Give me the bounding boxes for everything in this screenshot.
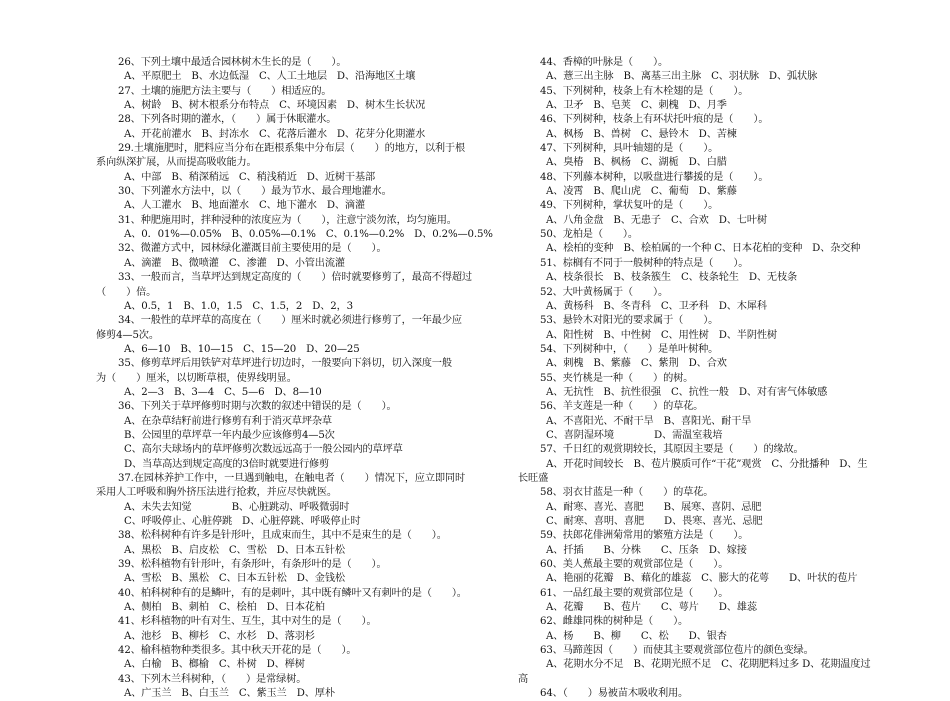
left-question-column (96, 56, 493, 701)
option-line: A、平原肥土 B、水边低湿 C、人工土地层 D、沿海地区土壤 (124, 71, 416, 83)
option-line: A、雪松 B、黑松 C、日本五针松 D、金钱松 (124, 573, 345, 585)
question-line: 31、种肥施用时，拌种浸种的浓度应为（ ），注意宁淡勿浓，均匀施用。 (118, 214, 457, 226)
option-line: A、花瓣 B、苞片 C、萼片 D、雄蕊 (546, 602, 757, 614)
continuation-line: 长旺盛 (518, 472, 549, 484)
question-line: 62、雌雄同株的树种是（ ）。 (540, 616, 689, 628)
continuation-line: 高 (518, 673, 529, 685)
question-line: 30、下列灌水方法中，以（ ）最为节水、最合理地灌水。 (118, 186, 392, 198)
question-line: 47、下列树种，具叶轴翅的是（ ）。 (540, 143, 719, 155)
question-line: 29.土壤施肥时，肥料应当分布在距根系集中分布层（ ）的地方，以利于根 (118, 143, 465, 155)
option-line: A、枝条很长 B、枝条簇生 C、枝条轮生 D、无枝条 (546, 272, 798, 284)
option-line: C、高尔夫球场内的草坪修剪次数远远高于一般公园内的草坪草 (124, 444, 403, 456)
question-line: 27、土壤的施肥方法主要与（ ）相适应的。 (118, 85, 332, 97)
question-line: 44、香樟的叶脉是（ ）。 (540, 57, 669, 68)
question-line: 56、羊支莲是一种（ ）的草花。 (540, 401, 704, 413)
option-line: A、黄杨科 B、冬青科 C、卫矛科 D、木犀科 (546, 300, 767, 312)
question-line: 54、下列树种中，（ ）是单叶树种。 (540, 343, 719, 355)
question-line: 51、棕榈有不同于一般树种的特点是（ ）。 (540, 257, 749, 269)
option-line: B、公园里的草坪草一年内最少应该修剪4—5次 (124, 429, 335, 441)
option-line: A、中部 B、稍深稍远 C、稍浅稍近 D、近树干基部 (124, 171, 376, 183)
question-line: 38、松科树种有许多是针形叶，且成束而生，其中不是束生的是（ ）。 (118, 530, 447, 542)
right-question-column (518, 56, 900, 701)
option-line: A、池杉 B、柳杉 C、水杉 D、落羽杉 (124, 630, 315, 642)
question-line: 55、夹竹桃是一种（ ）的树。 (540, 372, 694, 384)
continuation-line: 修剪4—5次。 (96, 329, 159, 341)
question-line: 50、龙柏是（ ）。 (540, 229, 638, 241)
option-line: D、当草高达到规定高度的3倍时就要进行修剪 (124, 458, 330, 470)
continuation-line: 为（ ）厘米，以切断草根，使界线明显。 (96, 372, 297, 384)
question-line: 33、一般而言，当草坪达到规定高度的（ ）倍时就要修剪了，最高不得超过 (118, 272, 472, 284)
question-line: 43、下列木兰科树种，（ ）是常绿树。 (118, 673, 307, 685)
option-line: A、阳性树 B、中性树 C、用性树 D、半阴性树 (546, 329, 777, 341)
question-line: 26、下列土壤中最适合园林树木生长的是（ ）。 (118, 57, 347, 68)
option-line: A、白榆 B、榔榆 C、朴树 D、榉树 (124, 659, 305, 671)
option-line: A、树龄 B、树木根系分布特点 C、环境因素 D、树木生长状况 (124, 100, 426, 112)
question-line: 59、扶郎花俳洲菊常用的繁殖方法是（ ）。 (540, 530, 749, 542)
option-line: A、扦插 B、分株 C、压条 D、嫁接 (546, 544, 747, 556)
question-line: 60、美人蕉最主要的观赏部位是（ ）。 (540, 559, 729, 571)
question-line: 40、柏科树种有的是鳞叶，有的是刺叶，其中既有鳞叶又有刺叶的是（ ）。 (118, 587, 467, 599)
question-line: 41、杉科植物的叶有对生、互生，其中对生的是（ ）。 (118, 616, 377, 628)
question-line: 42、榆科植物种类很多。其中秋天开花的是（ ）。 (118, 645, 357, 657)
option-line: A、刺槐 B、紫藤 C、紫荆 D、合欢 (546, 358, 727, 370)
question-line: 57、千日红的观赏期较长，其原因主要是（ ）的缘故。 (540, 444, 804, 456)
option-line: C、耐寒、喜明、喜肥 D、畏寒、喜光、忌肥 (546, 516, 763, 527)
question-line: 37.在园林养护工作中，一旦遇到触电，在触电者（ ）情况下，应立即同时 (118, 472, 465, 484)
option-line: A、未失去知觉 B、心脏跳动、呼吸微弱时 (124, 501, 350, 513)
question-line: 63、马蹄莲因（ ）而使其主要观赏部位苞片的颜色变绿。 (540, 645, 814, 657)
option-line: A、桧柏的变种 B、桧柏属的一个种 C、日本花柏的变种 D、杂交种 (546, 243, 861, 255)
option-line: C、呼吸停止、心脏停跳 D、心脏停跳、呼吸停止时 (124, 516, 361, 527)
option-line: A、无抗性 B、抗性很强 C、抗性一般 D、对有害气体敏感 (546, 386, 828, 398)
option-line: A、枫杨 B、兽树 C、悬铃木 D、苦楝 (546, 128, 737, 140)
continuation-line: 系向纵深扩展，从而提高吸收能力。 (96, 157, 257, 169)
continuation-line: 采用人工呼吸和胸外挤压法进行抢救，并应尽快就医。 (96, 487, 337, 499)
question-line: 48、下列藤本树种，以吸盘进行攀援的是（ ）。 (540, 171, 769, 183)
question-line: 34、一般性的草坪草的高度在（ ）厘米时就必须进行修剪了，一年最少应 (118, 315, 462, 327)
question-line: 46、下列树种，枝条上有环状托叶痕的是（ ）。 (540, 114, 769, 126)
option-line: A、花期水分不足 B、花期光照不足 C、花期肥料过多 D、花期温度过 (546, 659, 871, 671)
continuation-line: （ ）倍。 (96, 286, 157, 298)
option-line: A、0.5，1 B、1.0，1.5 C、1.5，2 D、2，3 (124, 300, 353, 312)
option-line: A、开花时间较长 B、苞片膜质可作“干花”观赏 C、分批播种 D、生 (546, 458, 868, 470)
option-line: A、6—10 B、10—15 C、15—20 D、20—25 (124, 343, 360, 355)
option-line: A、滴灌 B、微喷灌 C、渗灌 D、小管出流灌 (124, 257, 345, 269)
question-line: 49、下列树种，掌状复叶的是（ ）。 (540, 200, 719, 212)
question-line: 39、松科植物有针形叶，有条形叶，有条形叶的是（ ）。 (118, 559, 387, 571)
question-line: 28、下列各时期的灌水，（ ）属于休眠灌水。 (118, 114, 337, 126)
option-line: A、耐寒、喜光、喜肥 B、展寒、喜阴、忌肥 (546, 501, 762, 513)
option-line: A、在杂草结籽前进行修剪有利于消灭草坪杂草 (124, 415, 332, 427)
question-line: 45、下列树种，枝条上有木栓翅的是（ ）。 (540, 85, 749, 97)
option-line: A、人工灌水 B、地面灌水 C、地下灌水 D、滴灌 (124, 200, 365, 212)
question-line: 32、微灌方式中，园林绿化灌溉目前主要使用的是（ ）。 (118, 243, 387, 255)
question-line: 52、大叶黄杨属于（ ）。 (540, 286, 669, 298)
option-line: A、臭椿 B、枫杨 C、湖栀 D、白腊 (546, 157, 727, 169)
option-line: A、薏三出主脉 B、离基三出主脉 C、羽状脉 D、弧状脉 (546, 71, 818, 83)
option-line: A、艳丽的花瓣 B、藉化的雄蕊 C、膨大的花萼 D、叶状的苞片 (546, 573, 858, 585)
question-line: 64、（ ）易被苗木吸收利用。 (540, 688, 689, 700)
option-line: A、不喜阳光、不耐干旱 B、喜阳光、耐干旱 (546, 415, 752, 427)
option-line: A、2—3 B、3—4 C、5—6 D、8—10 (124, 386, 322, 398)
question-line: 36、下列关于草坪修剪时期与次数的叙述中错误的是（ ）。 (118, 401, 397, 413)
option-line: A、开花前灌水 B、封冻水 C、花落后灌水 D、花芽分化期灌水 (124, 128, 426, 140)
option-line: A、侧柏 B、刺柏 C、桧柏 D、日本花柏 (124, 602, 325, 614)
option-line: C、喜阴湿环境 D、需温室栽培 (546, 429, 723, 441)
question-line: 35、修剪草坪后用铁铲对草坪进行切边时，一般要向下斜切，切入深度一般 (118, 358, 452, 370)
option-line: A、杨 B、柳 C、松 D、银杏 (546, 630, 727, 642)
option-line: A、广玉兰 B、白玉兰 C、紫玉兰 D、厚朴 (124, 688, 335, 700)
question-line: 58、羽衣甘蓝是一种（ ）的草花。 (540, 487, 714, 499)
option-line: A、0．01%—0.05% B、0.05%—0.1% C、0.1%—0.2% D、0.2%—0.5% (124, 229, 493, 241)
question-line: 61、一品红最主要的观赏部位是（ ）。 (540, 587, 729, 599)
option-line: A、卫矛 B、皂荚 C、刺槐 D、月季 (546, 100, 727, 112)
option-line: A、黑松 B、启皮松 C、雪松 D、日本五针松 (124, 544, 345, 556)
option-line: A、凌霄 B、爬山虎 C、葡萄 D、紫藤 (546, 186, 737, 198)
question-line: 53、悬铃木对阳光的要求属于（ ）。 (540, 315, 719, 327)
option-line: A、八角金盘 B、无患子 C、合欢 D、七叶树 (546, 214, 767, 226)
